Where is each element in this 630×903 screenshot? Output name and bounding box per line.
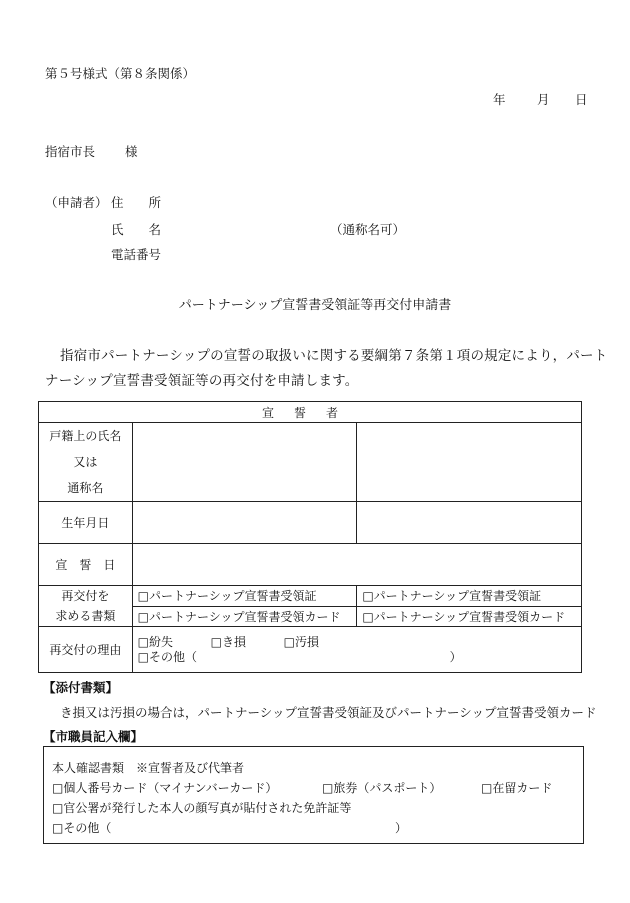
- staff-id-docs: 本人確認書類 ※宣誓者及び代筆者: [52, 761, 245, 775]
- oath-table: [38, 401, 582, 673]
- name-label-line1: 戸籍上の氏名: [49, 429, 122, 443]
- applicant-label: （申請者）: [45, 195, 108, 210]
- reason-soiled-checkbox[interactable]: □汚損: [283, 634, 319, 649]
- table-row-birth: [39, 502, 582, 544]
- birth-label-cell: 生年月日: [39, 502, 133, 544]
- form-number: 第５号様式（第８条関係）: [45, 66, 196, 81]
- attachments-heading: 【添付書類】: [43, 680, 119, 695]
- birth-field-2[interactable]: [357, 502, 582, 544]
- reason-options-cell: [132, 627, 581, 673]
- docs-label-line1: 再交付を: [61, 589, 110, 603]
- doc-checkbox-certificate-2[interactable]: □パートナーシップ宣誓書受領証: [357, 586, 582, 607]
- name-field-2[interactable]: [357, 423, 582, 502]
- addressee-honorific: 様: [125, 144, 138, 159]
- applicant-phone-label: 電話番号: [111, 247, 162, 262]
- attachments-text: き損又は汚損の場合は，パートナーシップ宣誓書受領証及びパートナーシップ宣誓書受領カード: [60, 705, 597, 720]
- name-field-1[interactable]: [132, 423, 357, 502]
- table-row-docs-1: [39, 586, 582, 607]
- reason-damaged-checkbox[interactable]: □き損: [210, 634, 246, 649]
- table-row-reason: [39, 627, 582, 673]
- staff-residence-checkbox[interactable]: □在留カード: [481, 781, 553, 795]
- doc-checkbox-card-1[interactable]: □パートナーシップ宣誓書受領カード: [132, 606, 357, 627]
- reason-row-2: [138, 650, 581, 665]
- name-label-cell: [39, 423, 133, 502]
- staff-box: [43, 746, 584, 844]
- table-row-name: [39, 423, 582, 502]
- staff-mynumber-checkbox[interactable]: □個人番号カード（マイナンバーカード）: [52, 781, 278, 795]
- doc-checkbox-certificate-1[interactable]: □パートナーシップ宣誓書受領証: [132, 586, 357, 607]
- body-text-line1: 指宿市パートナーシップの宣誓の取扱いに関する要綱第７条第１項の規定により，パート: [60, 348, 608, 364]
- addressee-name: 指宿市長: [45, 144, 96, 159]
- staff-heading: 【市職員記入欄】: [43, 729, 144, 744]
- reason-row-1: [138, 635, 581, 650]
- date-month-label: 月: [537, 92, 550, 107]
- date-day-label: 日: [575, 92, 588, 107]
- oath-date-label-cell: 宣 誓 日: [39, 544, 133, 586]
- applicant-address-label: 住 所: [111, 195, 162, 210]
- table-header-row: [39, 402, 582, 423]
- table-row-oath-date: [39, 544, 582, 586]
- reason-other-checkbox[interactable]: □その他（: [137, 649, 197, 664]
- reason-lost-checkbox[interactable]: □紛失: [137, 634, 173, 649]
- docs-label-line2: 求める書類: [55, 609, 116, 623]
- birth-field-1[interactable]: [132, 502, 357, 544]
- docs-label-cell: [39, 586, 133, 627]
- name-label-line3: 通称名: [67, 481, 104, 495]
- reason-other-close: ）: [449, 649, 462, 664]
- applicant-name-note: （通称名可）: [330, 222, 406, 237]
- reason-label-cell: 再交付の理由: [39, 627, 133, 673]
- doc-checkbox-card-2[interactable]: □パートナーシップ宣誓書受領カード: [357, 606, 582, 627]
- staff-license-checkbox[interactable]: □官公署が発行した本人の顔写真が貼付された免許証等: [52, 801, 352, 815]
- staff-passport-checkbox[interactable]: □旅券（パスポート）: [322, 781, 442, 795]
- date-year-label: 年: [493, 92, 506, 107]
- document-title: パートナーシップ宣誓書受領証等再交付申請書: [178, 298, 452, 313]
- staff-other-checkbox[interactable]: □その他（: [52, 821, 112, 835]
- body-text-line2: ナーシップ宣誓書受領証等の再交付を申請します。: [45, 373, 359, 389]
- name-label-line2: 又は: [73, 455, 98, 469]
- oath-date-field[interactable]: [132, 544, 581, 586]
- table-header-cell: 宣誓者: [39, 402, 582, 423]
- applicant-name-label: 氏 名: [111, 222, 162, 237]
- staff-other-close: ）: [395, 821, 408, 835]
